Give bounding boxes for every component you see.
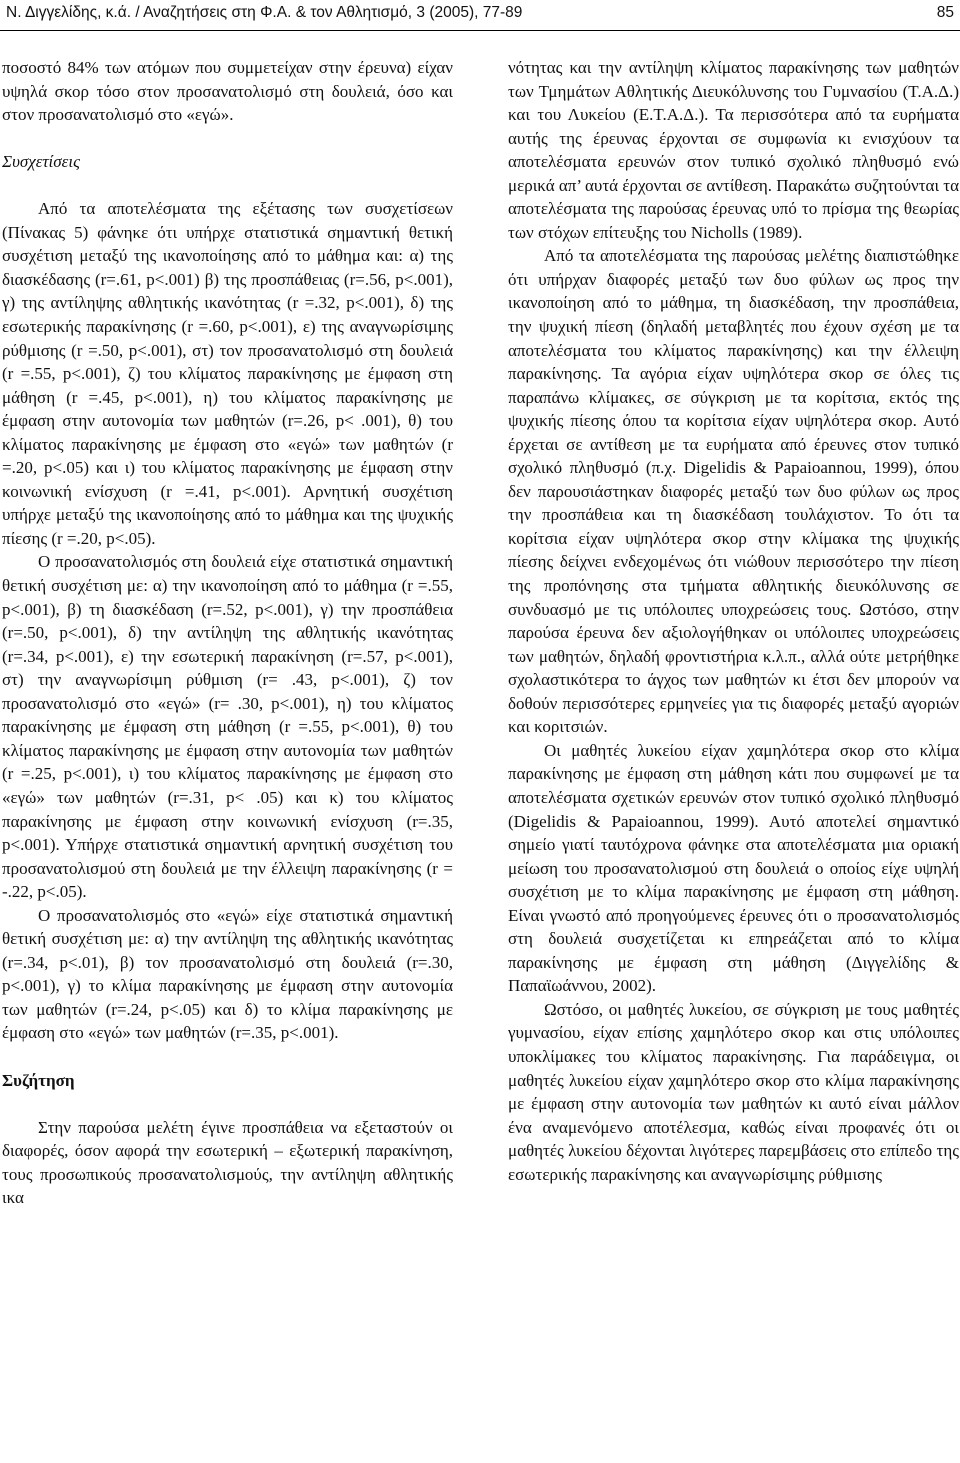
- paragraph: Ο προσανατολισμός στη δουλειά είχε στατιστικά σημαντική θετική συσχέτιση με: α) την ικανοποίηση από το μάθημα (r =.55, p<.001), β) τη διασκέδαση (r=.52, p<.001), γ) την προσπάθεια (r=.50, p<.001), δ) την αντίληψη της αθλητικής ικανότητας (r=.34, p<.001), ε) την εσωτερική παρακίνηση (r=.57, p<.001), στ) την αναγνωρίσιμη ρύθμιση (r= .43, p<.001), ζ) τον προσανατολισμό στο «εγώ» (r= .30, p<.001), η) του κλίματος παρακίνησης με έμφαση στη μάθηση (r =.55, p<.001), θ) του κλίματος παρακίνησης με έμφαση στην αυτονομία των μαθητών (r =.25, p<.001), ι) του κλίματος παρακίνησης με έμφαση στο «εγώ» των μαθητών (r=.31, p< .05) και κ) του κλίματος παρακίνησης με έμφαση στην κοινωνική ενίσχυση (r=.35, p<.001). Υπήρχε στατιστικά σημαντική αρνητική συσχέτιση του προσανατολισμού στη δουλειά με την έλλειψη παρακίνησης (r = -.22, p<.05).: [2, 552, 453, 902]
- paragraph: Οι μαθητές λυκείου είχαν χαμηλότερα σκορ στο κλίμα παρακίνησης με έμφαση στη μάθηση κάτι που συμφωνεί με τα αποτελέσματα σχετικών ερευνών στον τυπικό σχολικό πληθυσμό (Digelidis & Papaioannou, 1999). Αυτό αποτελεί σημαντικό σημείο γιατί ταυτόχρονα φάνηκε στα αποτελέσματα μια οριακή μείωση του προσανατολισμού στη δουλειά ο οποίος είχε υψηλή συσχέτιση με το κλίμα παρακίνησης με έμφαση στη μάθηση. Είναι γνωστό από προηγούμενες έρευνες ότι ο προσανατολισμός στη δουλειά συσχετίζεται κι επηρεάζεται από το κλίμα παρακίνησης με έμφαση στη μάθηση (Διγγελίδης & Παπαϊωάννου, 2002).: [508, 740, 959, 996]
- section-heading-discussion: Συζήτηση: [2, 1070, 75, 1090]
- paragraph-continued: ποσοστό 84% των ατόμων που συμμετείχαν στην έρευνα) είχαν υψηλά σκορ τόσο στον προσανατολισμό στη δουλειά, όσο και στον προσανατολισμό στο «εγώ».: [2, 58, 453, 125]
- paragraph: Ο προσανατολισμός στο «εγώ» είχε στατιστικά σημαντική θετική συσχέτιση με: α) την αντίληψη της αθλητικής ικανότητας (r=.34, p<.01), β) τον προσανατολισμό στη δουλειά (r=.30, p<.001), γ) το κλίμα παρακίνησης με έμφαση στην αυτονομία των μαθητών (r=.24, p<.05) και δ) το κλίμα παρακίνησης με έμφαση στο «εγώ» των μαθητών (r=.35, p<.001).: [2, 905, 453, 1043]
- paragraph: Στην παρούσα μελέτη έγινε προσπάθεια να εξεταστούν οι διαφορές, όσον αφορά την εσωτερική – εξωτερική παρακίνηση, τους προσωπικούς προσανατολισμούς, την αντίληψη αθλητικής ικα: [2, 1117, 453, 1208]
- paragraph: Από τα αποτελέσματα της παρούσας μελέτης διαπιστώθηκε ότι υπήρχαν διαφορές μεταξύ των δυο φύλων ως προς την ικανοποίηση από το μάθημα, τη διασκέδαση, την προσπάθεια, την ψυχική πίεση (δηλαδή μεταβλητές που έχουν σχέση με τα αποτελέσματα του κλίματος παρακίνησης) και την έλλειψη παρακίνησης. Τα αγόρια είχαν υψηλότερα σκορ σε όλες τις παραπάνω κλίμακες, σε σύγκριση με τα κορίτσια, εκτός της ψυχικής πίεσης όπου τα κορίτσια είχαν υψηλότερα σκορ. Αυτό έρχεται σε αντίθεση με τα ευρήματα από έρευνες στον τυπικό σχολικό πληθυσμό (π.χ. Digelidis & Papaioannou, 1999), όπου δεν παρουσιάστηκαν διαφορές μεταξύ των δυο φύλων ως προς την προσπάθεια και τη διασκέδαση τουλάχιστον. Το ότι τα κορίτσια είχαν υψηλότερα σκορ στην κλίμακα της ψυχικής πίεσης δείχνει ενδεχομένως ότι νιώθουν περισσότερο την πίεση της προπόνησης στα τμήματα αθλητικής διευκόλυνσης σε συνδυασμό με τις υπόλοιπες υποχρεώσεις τους. Ωστόσο, στην παρούσα έρευνα δεν αξιολογήθηκαν οι υπόλοιπες υποχρεώσεις των μαθητών, δηλαδή φροντιστήρια κ.λ.π., αλλά ούτε μετρήθηκε σχολαστικότερα το άγχος των μαθητών κι έτσι δεν μπορούν να δοθούν περισσότερες ερμηνείες για τις διαφορές μεταξύ αγοριών και κοριτσιών.: [508, 246, 959, 737]
- running-title: Ν. Διγγελίδης, κ.ά. / Αναζητήσεις στη Φ.Α. & τον Αθλητισμό, 3 (2005), 77-89: [6, 4, 523, 21]
- paragraph-continued: νότητας και την αντίληψη κλίματος παρακίνησης των μαθητών των Τμημάτων Αθλητικής Διευκόλυνσης του Γυμνασίου (Τ.Α.Δ.) και του Λυκείου (Ε.Τ.Α.Δ.). Τα περισσότερα από τα ευρήματα αυτής της έρευνας έρχονται σε συμφωνία κι ενισχύουν τα αποτελέσματα ερευνών στον τυπικό σχολικό πληθυσμό ενώ μερικά απ’ αυτά έρχονται σε αντίθεση. Παρακάτω συζητούνται τα αποτελέσματα της παρούσας έρευνας υπό το πρίσμα της θεωρίας των στόχων επίτευξης του Nicholls (1989).: [508, 58, 960, 242]
- paragraph: Ωστόσο, οι μαθητές λυκείου, σε σύγκριση με τους μαθητές γυμνασίου, είχαν επίσης χαμηλότερο σκορ και στις υπόλοιπες υποκλίμακες του κλίματος παρακίνησης. Για παράδειγμα, οι μαθητές λυκείου είχαν χαμηλότερο σκορ στο κλίμα παρακίνησης με έμφαση στην αυτονομία των μαθητών κι αυτό είναι μάλλον ένα αναμενόμενο αποτέλεσμα, καθώς είναι προφανές ότι οι μαθητές λυκείου δέχονται λιγότερες παρεμβάσεις στο επίπεδο της εσωτερικής παρακίνησης και αναγνωρίσιμης ρύθμισης: [508, 999, 959, 1184]
- running-header: [0, 0, 960, 31]
- page-number: 85: [936, 4, 954, 21]
- left-column: [2, 56, 453, 1210]
- right-column: [508, 56, 959, 1186]
- paragraph: Από τα αποτελέσματα της εξέτασης των συσχετίσεων (Πίνακας 5) φάνηκε ότι υπήρχε στατιστικά σημαντική θετική συσχέτιση μεταξύ της ικανοποίησης από το μάθημα και: α) της διασκέδασης (r=.61, p<.001) β) της προσπάθειας (r=.56, p<.001), γ) της αντίληψης αθλητικής ικανότητας (r =.32, p<.001), δ) της εσωτερικής παρακίνησης (r =.60, p<.001), ε) της αναγνωρίσιμης ρύθμισης (r =.50, p<.001), στ) τον προσανατολισμό στη δουλειά (r =.55, p<.001), ζ) του κλίματος παρακίνησης με έμφαση στη μάθηση (r =.45, p<.001), η) του κλίματος παρακίνησης με έμφαση στην αυτονομία των μαθητών (r=.26, p< .001), θ) του κλίματος παρακίνησης με έμφαση στο «εγώ» των μαθητών (r =.20, p<.05) και ι) του κλίματος παρακίνησης με έμφαση στην κοινωνική ενίσχυση (r =.41, p<.001). Αρνητική συσχέτιση υπήρχε μεταξύ της ικανοποίησης από το μάθημα και της ψυχικής πίεσης (r =.20, p<.05).: [2, 199, 453, 548]
- section-heading-correlations: Συσχετίσεις: [2, 152, 80, 172]
